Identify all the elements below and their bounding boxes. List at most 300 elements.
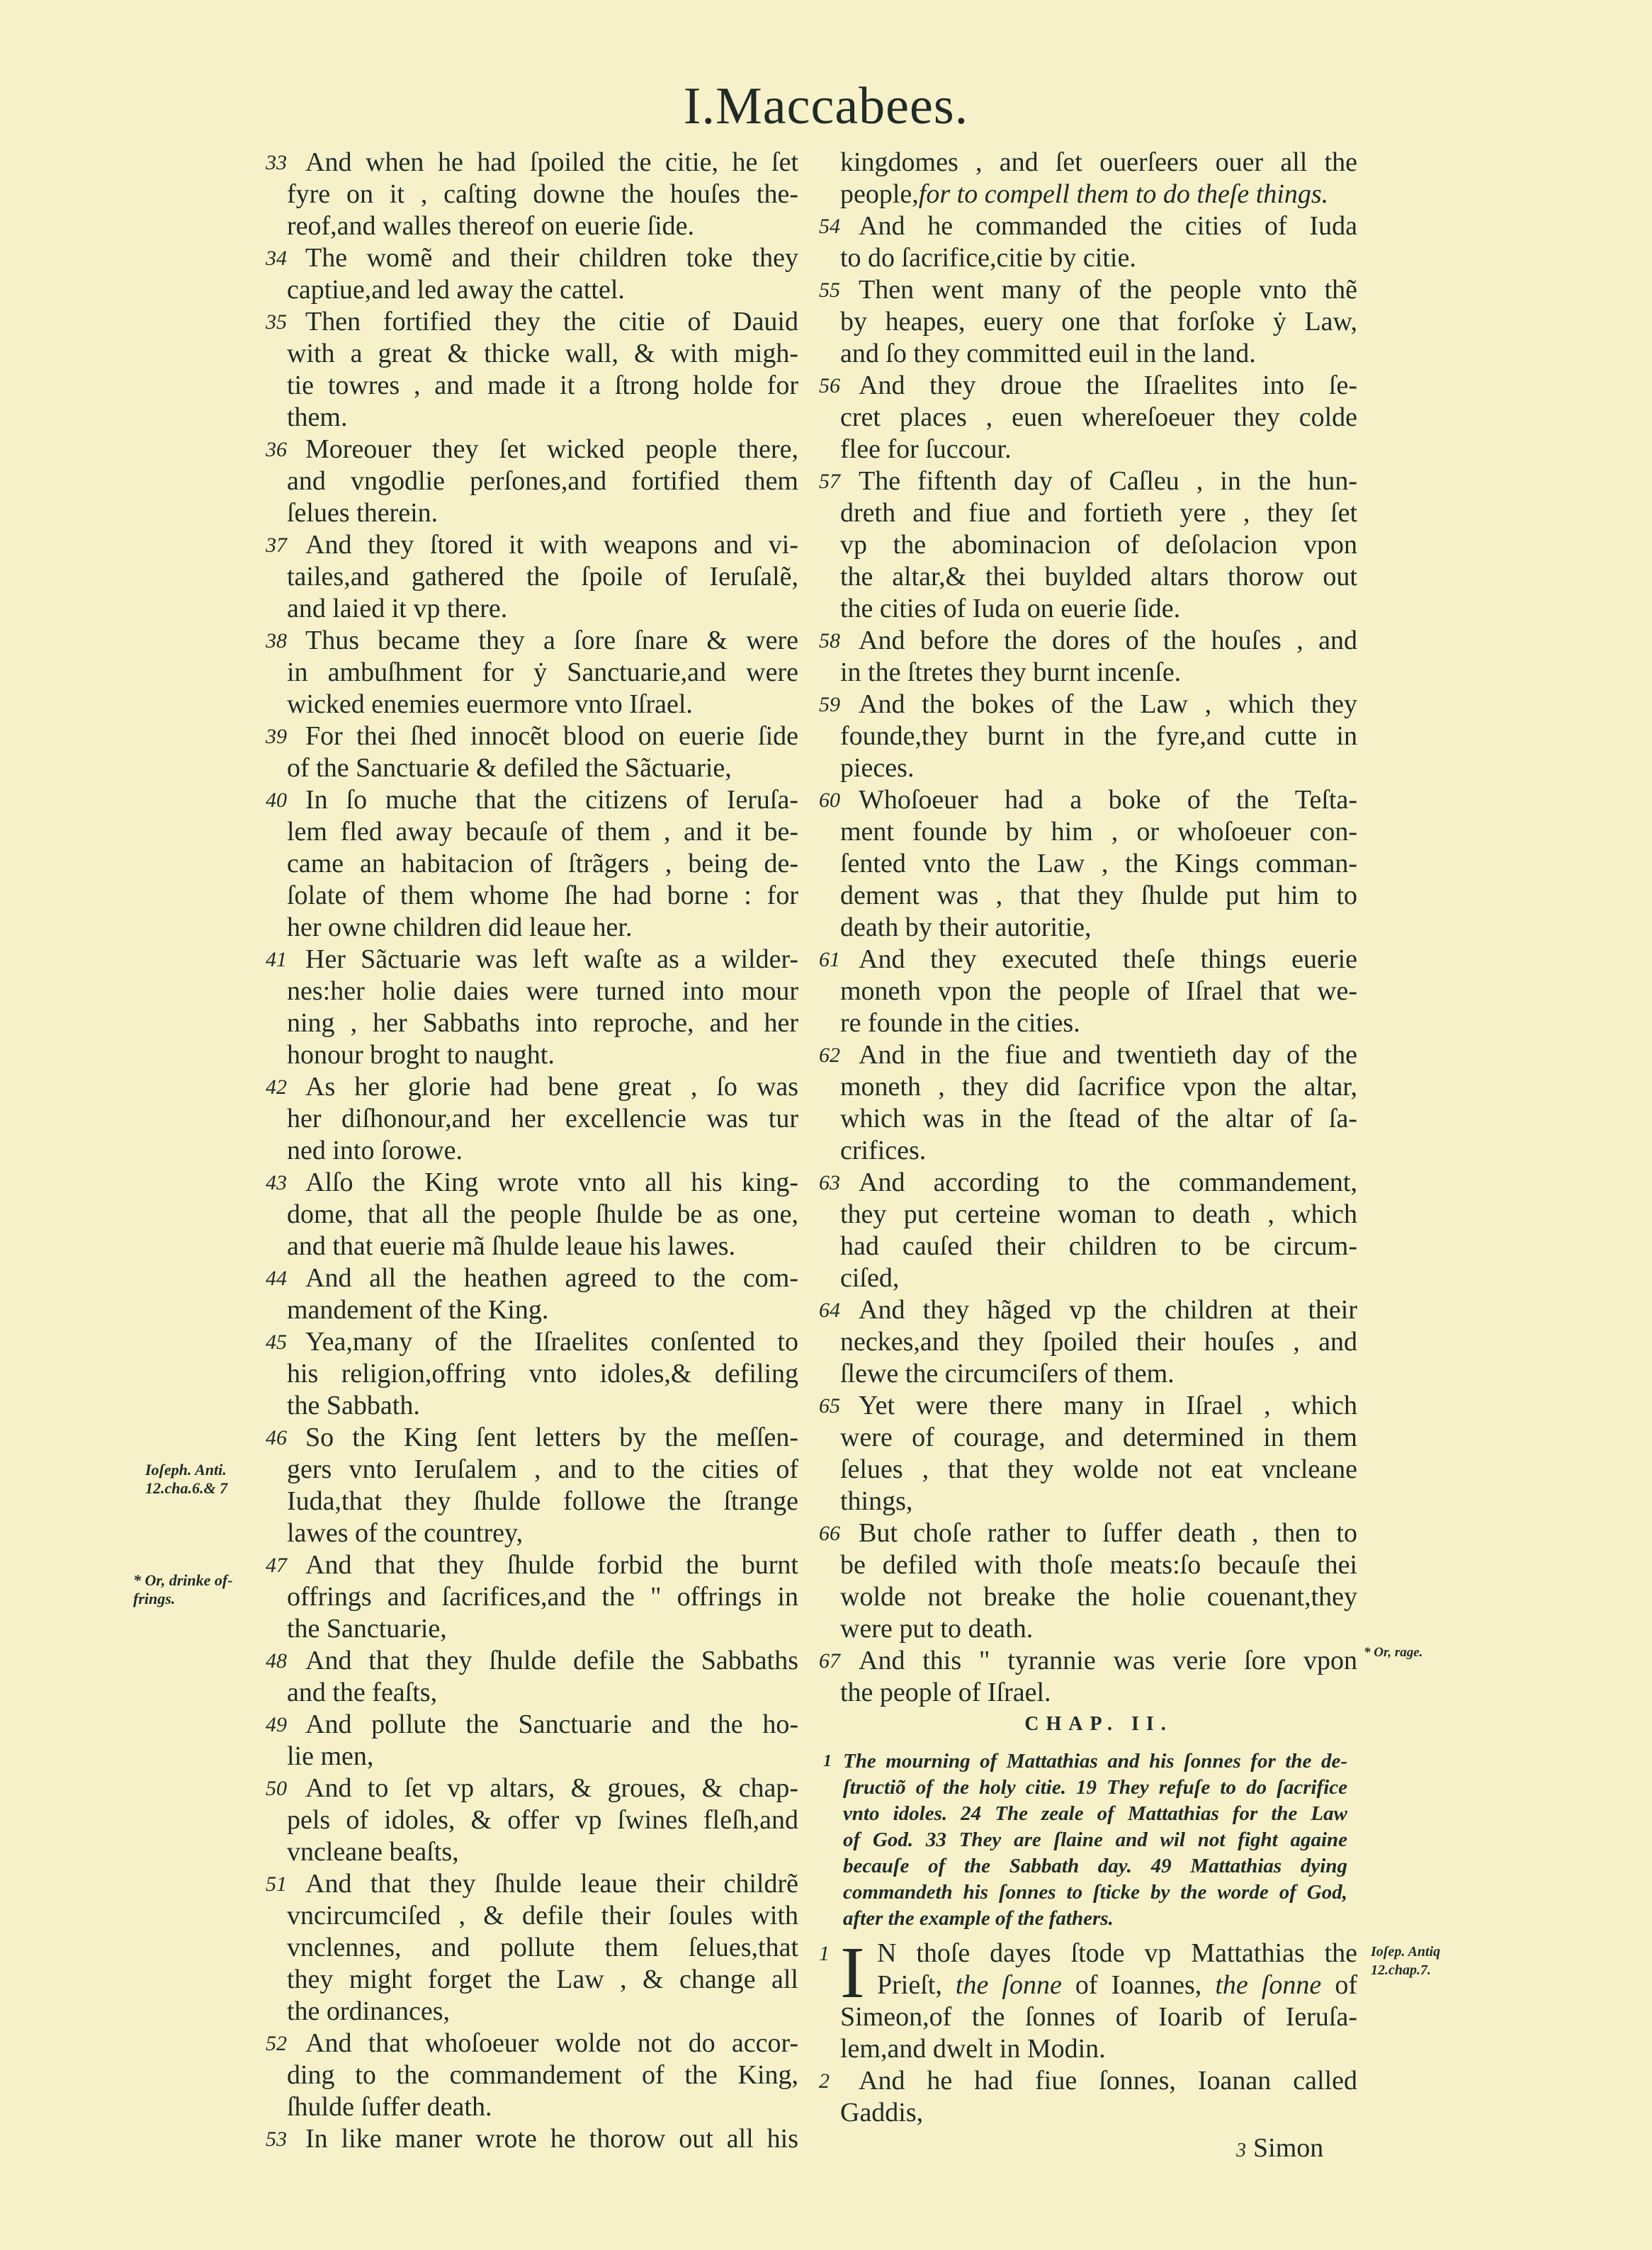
drop-cap: I bbox=[840, 1932, 865, 2013]
verse-line bbox=[840, 1486, 1357, 1517]
verse bbox=[266, 1868, 798, 2028]
line-text: Yea,many of the Iſraelites conſented to bbox=[305, 1327, 798, 1357]
catchword bbox=[1236, 2132, 1323, 2164]
verse-line bbox=[266, 1645, 798, 1677]
note-line: * Or, rage. bbox=[1364, 1645, 1423, 1660]
line-text: The womẽ and their children toke they bbox=[305, 243, 798, 273]
line-text: And to ſet vp altars, & groues, & chap- bbox=[305, 1773, 798, 1803]
verse-line bbox=[840, 242, 1357, 274]
line-text: And when he had ſpoiled the citie, he ſet bbox=[305, 147, 798, 177]
line-text: And that whoſoeuer wolde not do accor- bbox=[305, 2028, 798, 2058]
line-text: vp the abominacion of deſolacion vpon bbox=[840, 530, 1357, 560]
line-text: neckes,and they ſpoiled their houſes , and bbox=[840, 1327, 1357, 1357]
line-text: the cities of Iuda on euerie ſide. bbox=[840, 594, 1181, 623]
verse-line bbox=[287, 402, 798, 434]
verse bbox=[266, 529, 798, 625]
verse-line bbox=[840, 848, 1357, 880]
verse-line bbox=[840, 720, 1357, 752]
line-text: tie towres , and made it a ſtrong holde for bbox=[287, 371, 798, 400]
line-text: honour broght to naught. bbox=[287, 1040, 555, 1070]
line-text: wicked enemies euermore vnto Iſrael. bbox=[287, 689, 693, 719]
verse-number: 41 bbox=[266, 948, 287, 971]
line-text: lawes of the countrey, bbox=[287, 1518, 524, 1548]
verse bbox=[266, 147, 798, 242]
verse bbox=[819, 2065, 1357, 2129]
line-text: to do ſacrifice,citie by citie. bbox=[840, 243, 1136, 273]
verse-line bbox=[840, 1135, 1357, 1167]
text-segment: N thoſe dayes ſtode vp Mattathias the bbox=[877, 1938, 1357, 1968]
verse-line bbox=[266, 1326, 798, 1358]
note-line: Ioſeph. Anti. bbox=[145, 1461, 227, 1479]
verse-line bbox=[287, 465, 798, 497]
verse-line bbox=[840, 2033, 1357, 2065]
verse-line bbox=[266, 434, 798, 465]
verse-line bbox=[287, 657, 798, 689]
line-text: ding to the commandement of the King, bbox=[287, 2060, 798, 2090]
text-segment: the ſonne bbox=[1215, 1970, 1322, 2000]
verse bbox=[266, 1422, 798, 1549]
verse-line bbox=[266, 529, 798, 561]
line-text: fyre on it , caſting downe the houſes the- bbox=[287, 179, 798, 209]
line-text: his religion,offring vnto idoles,& defiling bbox=[287, 1359, 798, 1389]
verse bbox=[266, 625, 798, 720]
verse-line bbox=[840, 593, 1357, 625]
line-text: vnclennes, and pollute them ſelues,that bbox=[287, 1933, 798, 1962]
line-text: gers vnto Ieruſalem , and to the cities of bbox=[287, 1454, 798, 1484]
verse-line bbox=[287, 1199, 798, 1231]
line-text: ſented vnto the Law , the Kings comman- bbox=[840, 849, 1357, 878]
line-text: ſelues therein. bbox=[287, 498, 439, 528]
verse-number: 54 bbox=[819, 215, 840, 238]
verse-line bbox=[840, 976, 1357, 1007]
summary-verse-number: 1 bbox=[823, 1752, 832, 1770]
verse-number: 50 bbox=[266, 1777, 287, 1800]
verse bbox=[819, 1167, 1357, 1294]
line-text: captiue,and led away the cattel. bbox=[287, 275, 625, 305]
verse-line bbox=[287, 1677, 798, 1709]
verse-number: 2 bbox=[819, 2069, 830, 2093]
line-text: and that euerie mã ſhulde leaue his lawes. bbox=[287, 1231, 736, 1261]
chapter-heading: CHAP. II. bbox=[1024, 1713, 1173, 1735]
verse-line bbox=[287, 561, 798, 593]
line-text: And pollute the Sanctuarie and the ho- bbox=[305, 1709, 798, 1739]
verse bbox=[266, 1709, 798, 1773]
verse bbox=[819, 1039, 1357, 1167]
verse-line bbox=[287, 1454, 798, 1486]
line-text: pieces. bbox=[840, 753, 915, 783]
verse-line bbox=[287, 338, 798, 370]
verse-line bbox=[840, 1326, 1357, 1358]
verse-line bbox=[840, 2097, 1357, 2129]
line-text: And in the fiue and twentieth day of the bbox=[859, 1040, 1357, 1070]
verse-line bbox=[840, 561, 1357, 593]
line-text: lie men, bbox=[287, 1741, 374, 1771]
line-text: with a great & thicke wall, & with migh- bbox=[287, 339, 798, 368]
verse-line bbox=[287, 274, 798, 306]
verse-line bbox=[819, 1039, 1357, 1071]
verse-line bbox=[840, 752, 1357, 784]
line-text: And they ſtored it with weapons and vi- bbox=[305, 530, 798, 560]
line-text: But choſe rather to ſuffer death , then to bbox=[859, 1518, 1357, 1548]
line-text: Gaddis, bbox=[840, 2098, 924, 2127]
verse-line bbox=[819, 274, 1357, 306]
line-text: reof,and walles thereof on euerie ſide. bbox=[287, 211, 695, 241]
line-text: by heapes, euery one that forſoke ẏ Law, bbox=[840, 307, 1357, 337]
verse-number: 55 bbox=[819, 278, 840, 302]
line-text: the Sanctuarie, bbox=[287, 1614, 447, 1644]
text-segment: of Ioannes, bbox=[1061, 1970, 1216, 2000]
verse-line bbox=[287, 2059, 798, 2091]
verse-number: 34 bbox=[266, 247, 287, 270]
margin-note-drink-offerings bbox=[133, 1571, 233, 1608]
text-segment: Prieſt, bbox=[877, 1970, 956, 2000]
line-text: And they hãged vp the children at their bbox=[859, 1295, 1357, 1325]
summary-text: becauſe of the Sabbath day. 49 Mattathias dying bbox=[843, 1855, 1347, 1877]
summary-line bbox=[843, 1801, 1347, 1827]
line-text: ſhulde ſuffer death. bbox=[287, 2092, 492, 2122]
verse-line bbox=[840, 1613, 1357, 1645]
verse-line bbox=[840, 306, 1357, 338]
verse-line bbox=[840, 1454, 1357, 1486]
verse-line bbox=[287, 1804, 798, 1836]
text-segment: the ſonne bbox=[955, 1970, 1062, 2000]
line-text: were put to death. bbox=[840, 1614, 1034, 1644]
line-text: Moreouer they ſet wicked people there, bbox=[305, 434, 798, 464]
text-segment: of bbox=[1321, 1970, 1358, 2000]
line-text: And according to the commandement, bbox=[859, 1168, 1357, 1197]
verse-number: 47 bbox=[266, 1554, 287, 1577]
verse bbox=[819, 210, 1357, 274]
line-text: The fiftenth day of Caſleu , in the hun- bbox=[859, 466, 1357, 496]
verse-line bbox=[819, 1294, 1357, 1326]
verse-line bbox=[840, 2001, 1357, 2033]
verse-number: 49 bbox=[266, 1713, 287, 1736]
text-segment: people, bbox=[840, 179, 919, 209]
left-column bbox=[266, 147, 798, 2155]
summary-text: of God. 33 They are ſlaine and wil not fight againe bbox=[843, 1828, 1347, 1851]
summary-line bbox=[843, 1853, 1347, 1879]
verse bbox=[819, 1294, 1357, 1390]
verse-line bbox=[266, 2123, 798, 2155]
verse-line bbox=[266, 1549, 798, 1581]
verse-line bbox=[819, 625, 1357, 657]
verse-number: 33 bbox=[266, 151, 287, 174]
verse-line bbox=[840, 529, 1357, 561]
verse-line bbox=[840, 402, 1357, 434]
verse bbox=[819, 465, 1357, 625]
margin-note-josephus bbox=[145, 1461, 227, 1498]
verse-line bbox=[287, 1517, 798, 1549]
line-text: And he commanded the cities of Iuda bbox=[859, 211, 1357, 241]
line-text: kingdomes , and ſet ouerſeers ouer all the bbox=[840, 147, 1357, 177]
verse-line bbox=[287, 1613, 798, 1645]
verse-line bbox=[287, 1741, 798, 1773]
verse-line bbox=[819, 465, 1357, 497]
summary-line bbox=[823, 1748, 1347, 1775]
line-text: offrings and ſacrifices,and the " offrings in bbox=[287, 1582, 798, 1612]
verse-line bbox=[287, 370, 798, 402]
verse-number: 42 bbox=[266, 1075, 287, 1099]
line-text: And that they ſhulde defile the Sabbaths bbox=[305, 1646, 798, 1675]
line-text: lem fled away becauſe of them , and it be- bbox=[287, 817, 798, 847]
verse-number: 58 bbox=[819, 629, 840, 652]
line-text: the people of Iſrael. bbox=[840, 1678, 1051, 1707]
line-text: Then fortified they the citie of Dauid bbox=[305, 307, 798, 337]
verse-line bbox=[287, 1390, 798, 1422]
verse-number: 37 bbox=[266, 533, 287, 557]
verse-line bbox=[840, 1549, 1357, 1581]
page-title: I.Maccabees. bbox=[683, 77, 969, 135]
line-text: wolde not breake the holie couenant,they bbox=[840, 1582, 1357, 1612]
verse bbox=[266, 1167, 798, 1262]
note-line: Ioſep. Antiq bbox=[1371, 1944, 1441, 1960]
verse-line bbox=[287, 752, 798, 784]
verse-line bbox=[287, 816, 798, 848]
verse-line bbox=[840, 1199, 1357, 1231]
verse bbox=[266, 944, 798, 1071]
line-text: moneth vpon the people of Iſrael that we- bbox=[840, 976, 1357, 1006]
verse-line bbox=[840, 497, 1357, 529]
line-text: And that they ſhulde leaue their childrẽ bbox=[305, 1869, 798, 1899]
line-text: For thei ſhed innocẽt blood on euerie ſide bbox=[305, 721, 798, 751]
line-text: which was in the ſtead of the altar of ſa- bbox=[840, 1104, 1357, 1134]
catchword-text: Simon bbox=[1253, 2133, 1324, 2163]
line-text: came an habitacion of ſtrãgers , being de- bbox=[287, 849, 798, 878]
verse-line bbox=[287, 1103, 798, 1135]
verse-line bbox=[287, 1231, 798, 1262]
verse-number: 59 bbox=[819, 693, 840, 716]
verse-number: 45 bbox=[266, 1330, 287, 1354]
verse bbox=[266, 242, 798, 306]
verse-line bbox=[287, 976, 798, 1007]
verse-line bbox=[287, 1007, 798, 1039]
line-text: And this " tyrannie was verie ſore vpon bbox=[859, 1646, 1357, 1675]
verse-line bbox=[287, 1135, 798, 1167]
line-text: Her Sãctuarie was left waſte as a wilder- bbox=[305, 944, 798, 974]
verse-line bbox=[840, 1007, 1357, 1039]
note-line: 12.cha.6.& 7 bbox=[145, 1479, 228, 1497]
verse bbox=[840, 147, 1357, 210]
chapter-text bbox=[819, 1932, 1358, 2129]
verse-line bbox=[840, 179, 1357, 210]
verse-number: 3 bbox=[1236, 2139, 1246, 2161]
line-text: had cauſed their children to be circum- bbox=[840, 1231, 1357, 1261]
line-text: them. bbox=[287, 402, 348, 432]
verse-number: 64 bbox=[819, 1299, 840, 1322]
line-text: things, bbox=[840, 1486, 913, 1516]
line-text: Alſo the King wrote vnto all his king- bbox=[305, 1168, 798, 1197]
verse bbox=[819, 689, 1357, 784]
line-text: pels of idoles, & offer vp ſwines fleſh,and bbox=[287, 1805, 798, 1835]
line-text: And all the heathen agreed to the com- bbox=[305, 1263, 798, 1293]
verse-line bbox=[266, 306, 798, 338]
line-text: lem,and dwelt in Modin. bbox=[840, 2034, 1106, 2064]
verse-line bbox=[287, 1581, 798, 1613]
verse-number: 1 bbox=[819, 1942, 830, 1965]
line-text: in the ſtretes they burnt incenſe. bbox=[840, 657, 1182, 687]
verse-line bbox=[840, 1231, 1357, 1262]
line-text: in ambuſhment for ẏ Sanctuarie,and were bbox=[287, 657, 798, 687]
verse-number: 53 bbox=[266, 2127, 287, 2151]
verse bbox=[819, 1390, 1357, 1517]
line-text: ned into ſorowe. bbox=[287, 1136, 463, 1165]
summary-text: The mourning of Mattathias and his ſonnes for the de- bbox=[843, 1750, 1347, 1773]
line-text: Thus became they a ſore ſnare & were bbox=[305, 626, 798, 655]
verse bbox=[819, 274, 1357, 370]
line-text: of the Sanctuarie & defiled the Sãctuarie, bbox=[287, 753, 732, 783]
verse bbox=[266, 1262, 798, 1326]
note-line: * Or, drinke of- bbox=[133, 1571, 233, 1589]
verse-line bbox=[819, 1517, 1357, 1549]
line-text: and vngodlie perſones,and fortified them bbox=[287, 466, 798, 496]
line-text: Whoſoeuer had a boke of the Teſta- bbox=[859, 785, 1357, 815]
verse-number: 44 bbox=[266, 1267, 287, 1290]
verse-number: 51 bbox=[266, 1872, 287, 1896]
verse-line bbox=[819, 784, 1357, 816]
verse-line bbox=[266, 242, 798, 274]
line-text: they might forget the Law , & change all bbox=[287, 1964, 798, 1994]
verse-line bbox=[287, 593, 798, 625]
line-text: ning , her Sabbaths into reproche, and her bbox=[287, 1008, 798, 1038]
line-text: mandement of the King. bbox=[287, 1295, 549, 1325]
verse-line bbox=[287, 848, 798, 880]
verse-line bbox=[266, 944, 798, 976]
verse-line bbox=[287, 1358, 798, 1390]
line-text: founde,they burnt in the fyre,and cutte in bbox=[840, 721, 1357, 751]
line-text: moneth , they did ſacrifice vpon the altar, bbox=[840, 1072, 1357, 1102]
verse-line bbox=[266, 1167, 798, 1199]
verse bbox=[819, 370, 1357, 465]
note-line: frings. bbox=[133, 1590, 176, 1607]
verse-line bbox=[840, 1071, 1357, 1103]
summary-line bbox=[843, 1775, 1347, 1801]
line-text: So the King ſent letters by the meſſen- bbox=[305, 1423, 798, 1452]
verse-line bbox=[266, 784, 798, 816]
verse-number: 62 bbox=[819, 1044, 840, 1067]
verse-line bbox=[840, 1677, 1357, 1709]
verse bbox=[266, 2123, 798, 2155]
line-text: And they droue the Iſraelites into ſe- bbox=[859, 371, 1357, 400]
summary-text: after the example of the fathers. bbox=[843, 1907, 1114, 1930]
line-text: ciſed, bbox=[840, 1263, 900, 1293]
verse-line bbox=[287, 1039, 798, 1071]
line-text: flee for ſuccour. bbox=[840, 434, 1012, 464]
verse bbox=[819, 1645, 1357, 1709]
verse bbox=[819, 625, 1357, 689]
right-column bbox=[819, 147, 1357, 1709]
verse-number: 39 bbox=[266, 725, 287, 748]
verse-line bbox=[266, 2028, 798, 2059]
verse-line bbox=[840, 1358, 1357, 1390]
summary-line bbox=[843, 1827, 1347, 1853]
verse-number: 36 bbox=[266, 438, 287, 461]
verse-line bbox=[287, 179, 798, 210]
verse-line bbox=[840, 1969, 1357, 2001]
verse-line bbox=[287, 210, 798, 242]
line-text: be defiled with thoſe meats:ſo becauſe thei bbox=[840, 1550, 1357, 1580]
summary-text: ſtructiõ of the holy citie. 19 They refuſe to do ſacrifice bbox=[843, 1776, 1347, 1799]
verse-number: 63 bbox=[819, 1171, 840, 1194]
verse-line bbox=[287, 689, 798, 720]
line-text: And the bokes of the Law , which they bbox=[859, 689, 1357, 719]
verse-number: 61 bbox=[819, 948, 840, 971]
line-text: Then went many of the people vnto thẽ bbox=[859, 275, 1357, 305]
verse-line bbox=[287, 1900, 798, 1932]
verse-number: 56 bbox=[819, 374, 840, 397]
line-text: and laied it vp there. bbox=[287, 594, 508, 623]
line-text: were of courage, and determined in them bbox=[840, 1423, 1357, 1452]
verse-number: 57 bbox=[819, 470, 840, 493]
verse-line bbox=[266, 1773, 798, 1804]
verse-number: 43 bbox=[266, 1171, 287, 1194]
verse-number: 66 bbox=[819, 1522, 840, 1545]
verse-number: 48 bbox=[266, 1649, 287, 1673]
line-text: dement was , that they ſhulde put him to bbox=[840, 881, 1357, 910]
verse-line bbox=[819, 2065, 1357, 2097]
verse-line bbox=[840, 1262, 1357, 1294]
line-text: In like maner wrote he thorow out all his bbox=[305, 2124, 798, 2154]
line-text: and ſo they committed euil in the land. bbox=[840, 339, 1256, 368]
line-text: And that they ſhulde forbid the burnt bbox=[305, 1550, 798, 1580]
summary-text: commandeth his ſonnes to ſticke by the worde of God, bbox=[843, 1881, 1347, 1904]
verse-line bbox=[840, 816, 1357, 848]
verse-line bbox=[819, 370, 1357, 402]
line-text: nes:her holie daies were turned into mour bbox=[287, 976, 798, 1006]
verse-line bbox=[840, 657, 1357, 689]
line-text: cret places , euen whereſoeuer they colde bbox=[840, 402, 1357, 432]
line-text: Simeon,of the ſonnes of Ioarib of Ieruſa- bbox=[840, 2002, 1357, 2032]
verse-line bbox=[840, 1581, 1357, 1613]
line-text: And he had fiue ſonnes, Ioanan called bbox=[859, 2066, 1357, 2096]
verse bbox=[266, 1071, 798, 1167]
verse-line bbox=[287, 1964, 798, 1996]
verse-line bbox=[266, 1071, 798, 1103]
verse-number: 46 bbox=[266, 1426, 287, 1449]
verse-line bbox=[819, 1167, 1357, 1199]
verse-line bbox=[266, 1709, 798, 1741]
verse-line bbox=[840, 1422, 1357, 1454]
verse-line bbox=[840, 338, 1357, 370]
verse-line bbox=[266, 1422, 798, 1454]
line-text: re founde in the cities. bbox=[840, 1008, 1080, 1038]
verse-line bbox=[819, 689, 1357, 720]
verse bbox=[266, 434, 798, 529]
margin-note-rage bbox=[1364, 1644, 1422, 1662]
line-text: they put certeine woman to death , which bbox=[840, 1199, 1357, 1229]
line-text: the ordinances, bbox=[287, 1996, 451, 2026]
verse-line bbox=[287, 2091, 798, 2123]
verse bbox=[819, 1932, 1358, 2065]
verse bbox=[266, 2028, 798, 2123]
verse-line bbox=[819, 944, 1357, 976]
verse-number: 35 bbox=[266, 310, 287, 334]
verse bbox=[266, 306, 798, 434]
line-text: death by their autoritie, bbox=[840, 912, 1092, 942]
verse-line bbox=[819, 210, 1357, 242]
verse-line bbox=[287, 1996, 798, 2028]
verse-line bbox=[287, 1486, 798, 1517]
line-text: the altar,& thei buylded altars thorow out bbox=[840, 562, 1357, 592]
verse bbox=[819, 944, 1357, 1039]
line-text: ment founde by him , or whoſoeuer con- bbox=[840, 817, 1357, 847]
line-text: her diſhonour,and her excellencie was tur bbox=[287, 1104, 798, 1134]
verse-line bbox=[287, 912, 798, 944]
summary-text: vnto idoles. 24 The zeale of Mattathias for the Law bbox=[843, 1802, 1347, 1825]
text-segment: for to compell them to do theſe things. bbox=[918, 179, 1329, 209]
line-text: the Sabbath. bbox=[287, 1391, 420, 1420]
line-text: Iuda,that they ſhulde followe the ſtrange bbox=[287, 1486, 798, 1516]
verse-number: 52 bbox=[266, 2032, 287, 2055]
